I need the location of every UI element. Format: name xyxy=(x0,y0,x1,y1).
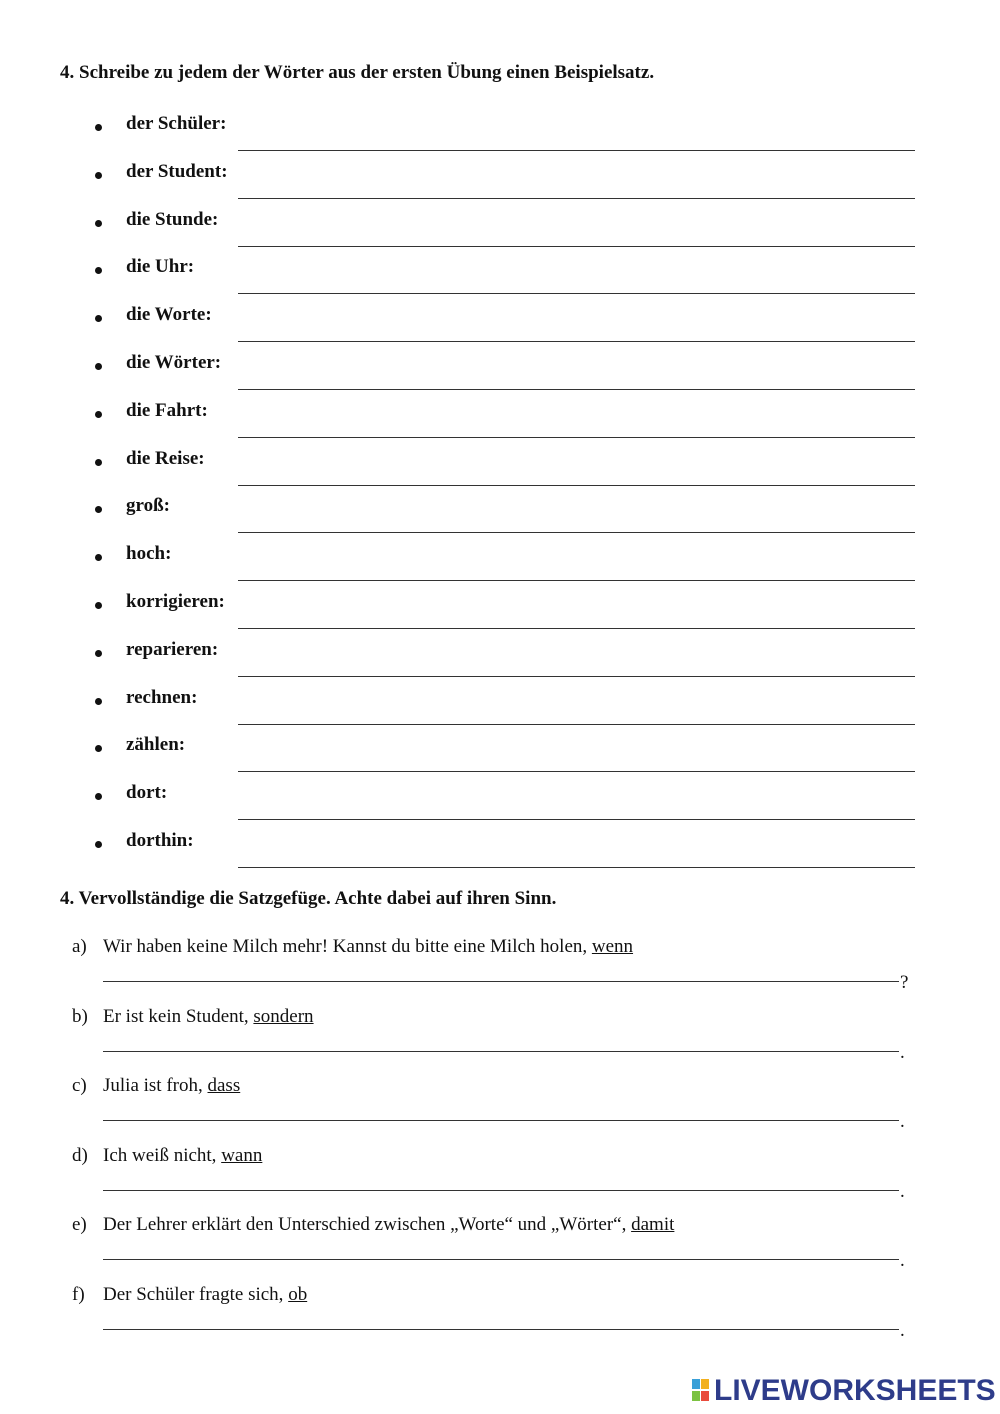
sentence-end-punctuation: . xyxy=(900,1111,905,1133)
answer-line[interactable] xyxy=(238,753,915,772)
item-letter: b) xyxy=(72,1005,88,1027)
item-letter: c) xyxy=(72,1075,87,1097)
word-row xyxy=(0,734,1000,769)
sentence-end-punctuation: . xyxy=(900,1320,905,1341)
word-row xyxy=(0,447,1000,483)
word-label: groß: xyxy=(126,495,170,517)
item-letter: e) xyxy=(72,1214,87,1236)
conjunction: wenn xyxy=(591,936,634,957)
conjunction: sondern xyxy=(253,1005,314,1027)
sentence-text xyxy=(103,1145,262,1167)
word-label: die Reise: xyxy=(126,447,205,469)
bullet-icon xyxy=(95,698,102,705)
bullet-icon xyxy=(95,124,102,131)
word-row xyxy=(0,256,1000,291)
logo-square xyxy=(701,1379,709,1389)
sentence-start: Er ist kein Student, xyxy=(103,1005,254,1027)
bullet-icon xyxy=(95,315,102,322)
bullet-icon xyxy=(95,745,102,752)
answer-line[interactable] xyxy=(103,1031,899,1052)
conjunction: wann xyxy=(221,1144,263,1166)
word-label: korrigieren: xyxy=(126,591,225,612)
word-label: die Stunde: xyxy=(126,208,219,230)
sentence-start: Wir haben keine Milch mehr! Kannst du bitte eine Milch holen, xyxy=(103,936,592,957)
word-row xyxy=(0,686,1000,722)
word-row xyxy=(0,782,1000,817)
sentence-end-punctuation: ? xyxy=(900,972,909,993)
word-label: die Fahrt: xyxy=(126,399,208,421)
bullet-icon xyxy=(95,841,102,848)
word-label: zählen: xyxy=(126,734,186,756)
answer-line[interactable] xyxy=(238,419,915,438)
liveworksheets-logo xyxy=(692,1374,996,1407)
conjunction: damit xyxy=(631,1214,675,1236)
word-row xyxy=(0,208,1000,244)
bullet-icon xyxy=(95,363,102,370)
answer-line[interactable] xyxy=(103,1309,899,1330)
answer-line[interactable] xyxy=(238,706,915,725)
word-label: die Wörter: xyxy=(126,352,222,373)
answer-line[interactable] xyxy=(238,658,915,677)
item-letter: f) xyxy=(72,1284,85,1305)
sentence-end-punctuation: . xyxy=(900,1250,905,1272)
bullet-icon xyxy=(95,793,102,800)
word-label: dorthin: xyxy=(126,830,194,851)
exercise-1-title: 4. Schreibe zu jedem der Wörter aus der ersten Übung einen Beispielsatz. xyxy=(60,62,655,83)
bullet-icon xyxy=(95,220,102,227)
word-label: hoch: xyxy=(126,543,172,565)
brand-text: LIVEWORKSHEETS xyxy=(714,1374,996,1407)
answer-line[interactable] xyxy=(238,562,915,581)
word-label: dort: xyxy=(126,782,168,804)
word-row xyxy=(0,304,1000,339)
word-label: der Student: xyxy=(126,160,228,182)
sentence-text xyxy=(103,1006,314,1028)
word-row xyxy=(0,399,1000,435)
sentence-end-punctuation: . xyxy=(900,1180,905,1202)
answer-line[interactable] xyxy=(238,801,915,820)
answer-line[interactable] xyxy=(103,1100,899,1121)
bullet-icon xyxy=(95,506,102,513)
sentence-text xyxy=(103,936,633,958)
sentence-start: Julia ist froh, xyxy=(103,1075,208,1097)
answer-line[interactable] xyxy=(238,323,915,342)
word-label: rechnen: xyxy=(126,686,198,708)
answer-line[interactable] xyxy=(238,467,915,486)
word-row xyxy=(0,830,1000,865)
sentence-text xyxy=(103,1284,307,1306)
word-row xyxy=(0,638,1000,674)
word-row xyxy=(0,591,1000,626)
sentence-end-punctuation: . xyxy=(900,1041,905,1063)
answer-line[interactable] xyxy=(238,180,915,199)
word-label: der Schüler: xyxy=(126,113,227,134)
word-label: die Uhr: xyxy=(126,256,195,278)
word-row xyxy=(0,543,1000,578)
answer-line[interactable] xyxy=(238,132,915,151)
bullet-icon xyxy=(95,459,102,466)
answer-line[interactable] xyxy=(238,514,915,533)
word-row xyxy=(0,113,1000,148)
conjunction: ob xyxy=(288,1284,308,1305)
sentence-text xyxy=(103,1075,240,1097)
logo-square xyxy=(692,1391,700,1401)
word-row xyxy=(0,352,1000,387)
bullet-icon xyxy=(95,554,102,561)
exercise-2-title: 4. Vervollständige die Satzgefüge. Achte dabei auf ihren Sinn. xyxy=(60,888,557,909)
bullet-icon xyxy=(95,411,102,418)
bullet-icon xyxy=(95,172,102,179)
answer-line[interactable] xyxy=(103,1239,899,1260)
item-letter: a) xyxy=(72,936,87,957)
logo-square xyxy=(692,1379,700,1389)
sentence-text xyxy=(103,1214,674,1236)
word-row xyxy=(0,495,1000,530)
answer-line[interactable] xyxy=(238,371,915,390)
item-letter: d) xyxy=(72,1144,88,1166)
bullet-icon xyxy=(95,602,102,609)
conjunction: dass xyxy=(207,1075,241,1097)
bullet-icon xyxy=(95,267,102,274)
answer-line[interactable] xyxy=(238,610,915,629)
liveworksheets-logo-icon xyxy=(692,1379,710,1401)
word-label: die Worte: xyxy=(126,304,212,326)
sentence-start: Der Schüler fragte sich, xyxy=(103,1284,289,1305)
answer-line[interactable] xyxy=(238,275,915,294)
word-label: reparieren: xyxy=(126,638,219,660)
sentence-start: Ich weiß nicht, xyxy=(103,1144,222,1166)
bullet-icon xyxy=(95,650,102,657)
logo-square xyxy=(701,1391,709,1401)
answer-line[interactable] xyxy=(103,961,899,982)
sentence-start: Der Lehrer erklärt den Unterschied zwischen „Worte“ und „Wörter“, xyxy=(103,1214,632,1236)
answer-line[interactable] xyxy=(238,849,915,868)
answer-line[interactable] xyxy=(103,1170,899,1191)
answer-line[interactable] xyxy=(238,228,915,247)
word-row xyxy=(0,160,1000,196)
